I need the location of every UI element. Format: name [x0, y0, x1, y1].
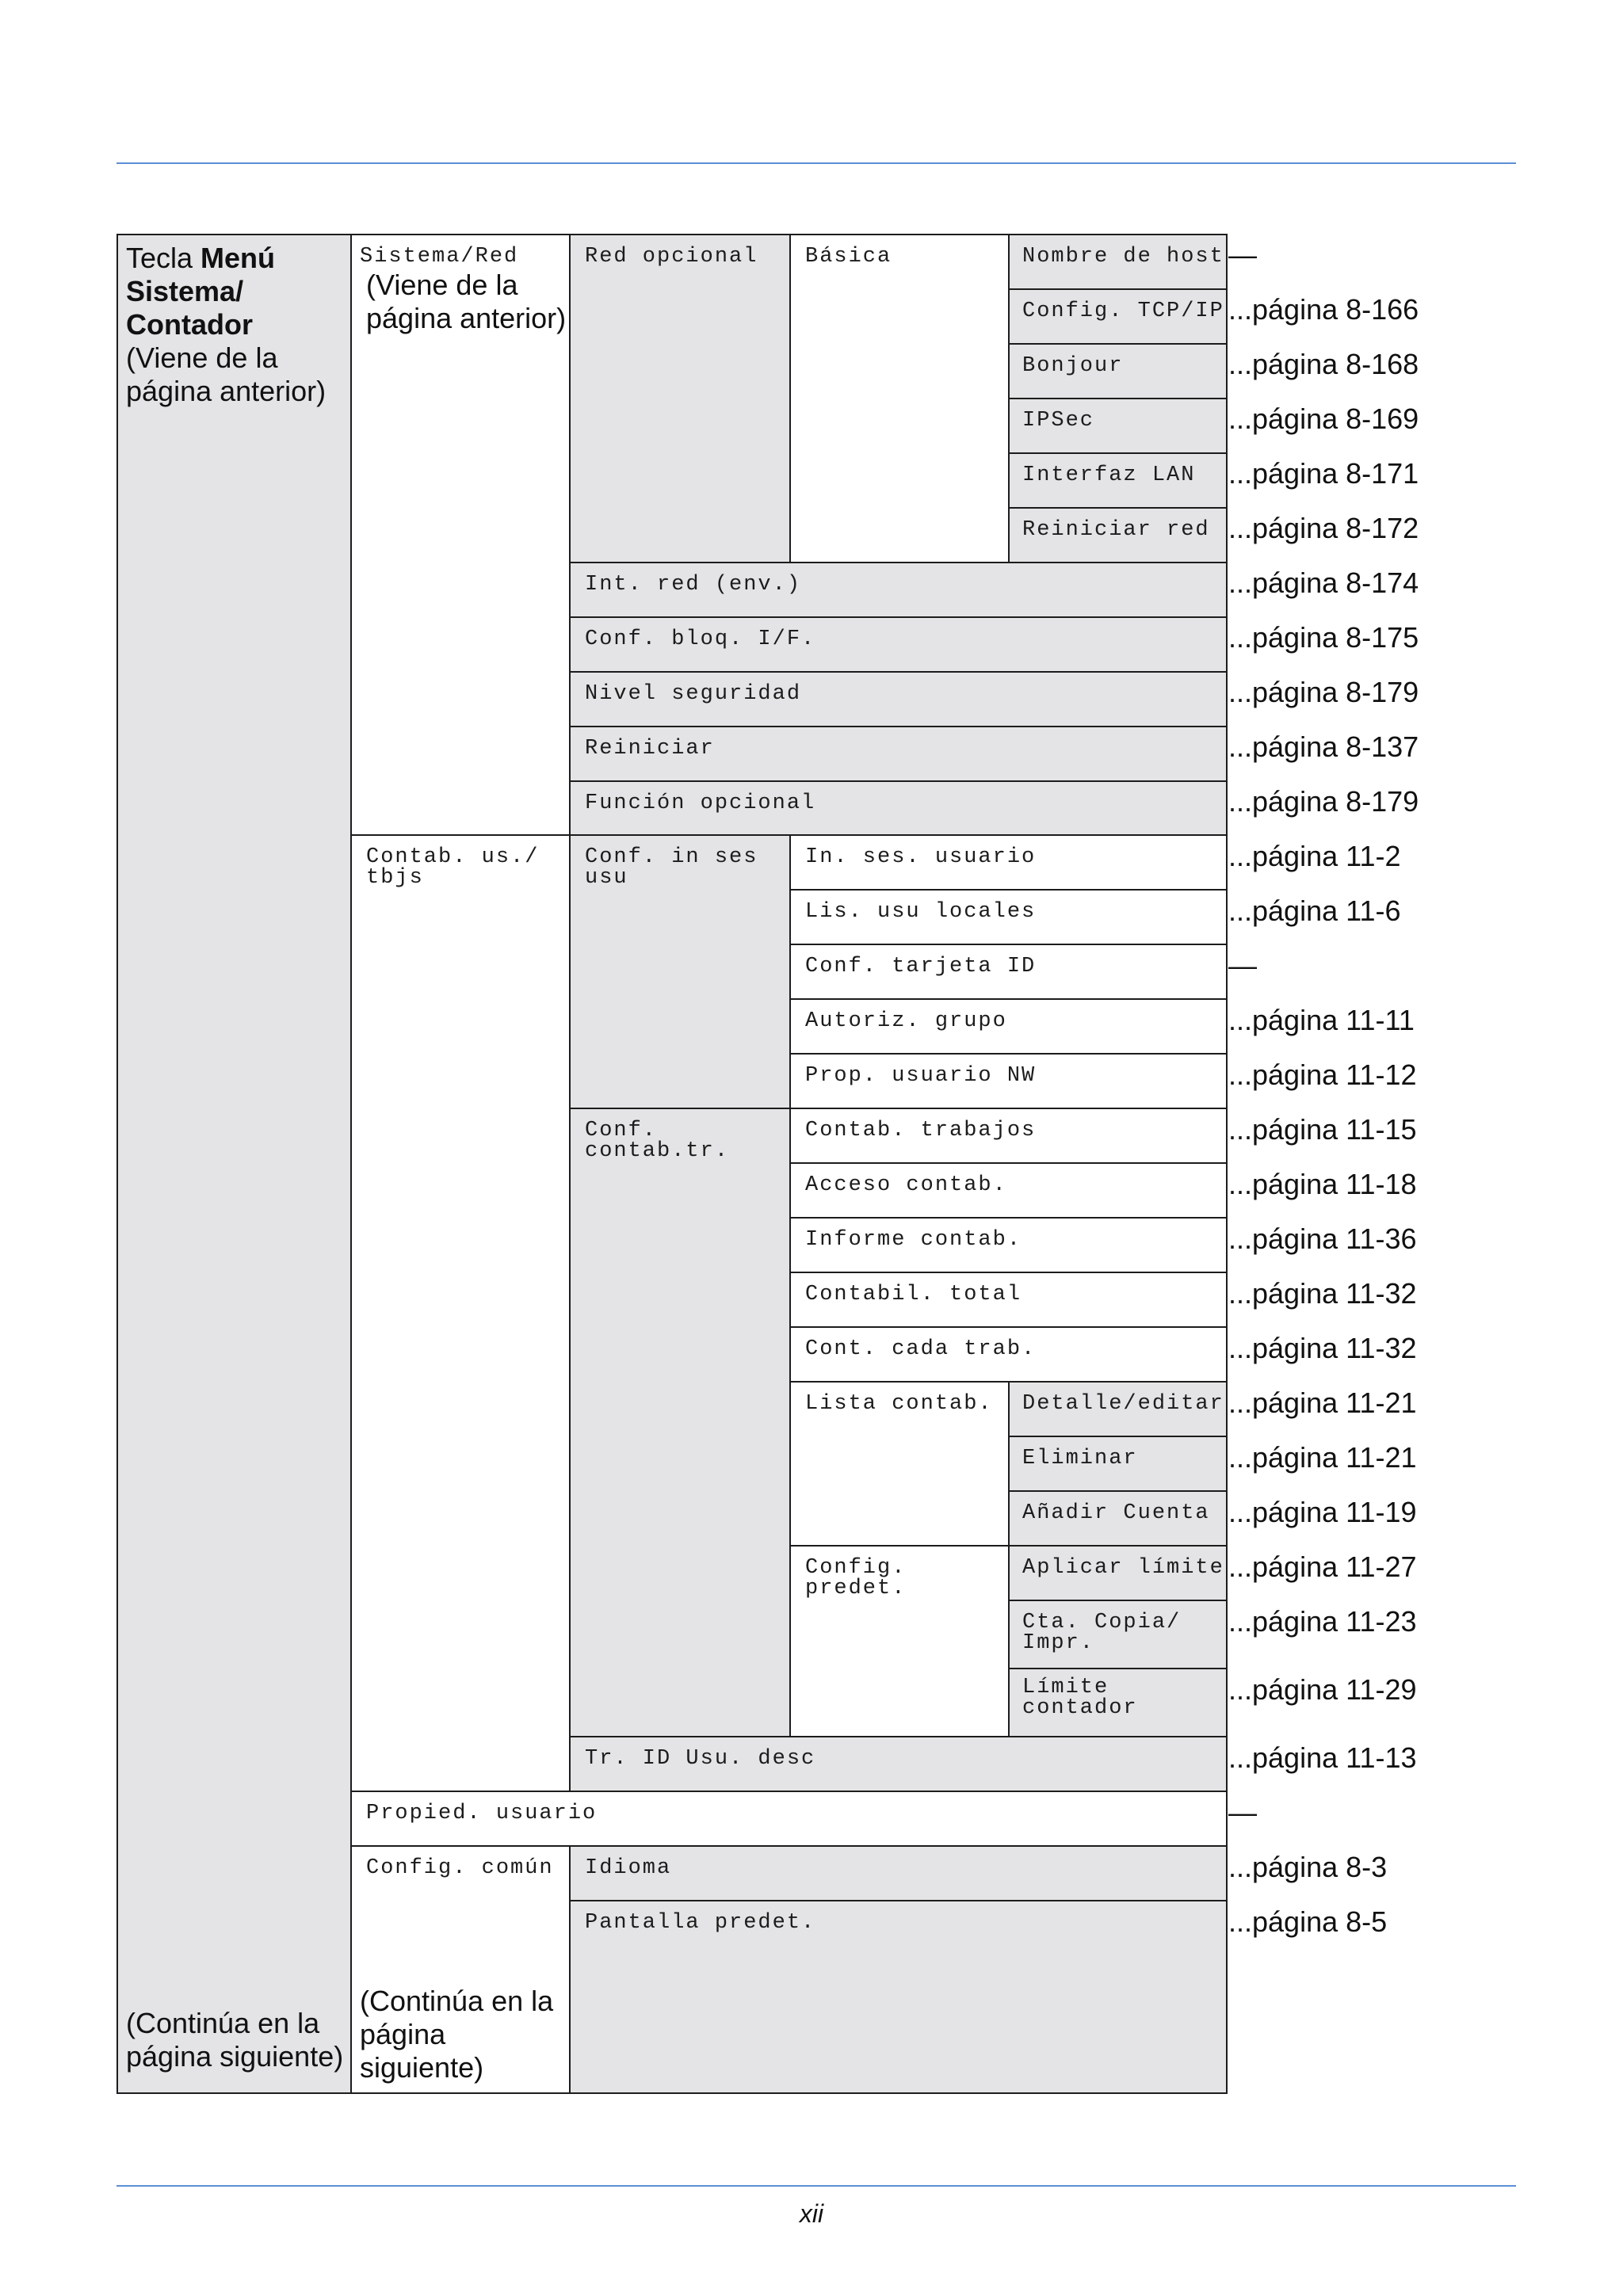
menu-item-interfaz-lan: [1008, 452, 1228, 509]
menu-item-basica: [789, 234, 1010, 563]
menu-key-word-3: Contador: [126, 308, 253, 341]
menu-item-label: Conf. bloq. I/F.: [585, 627, 816, 651]
menu-key-word-2: Sistema/: [126, 275, 244, 307]
menu-item-label: Prop. usuario NW: [805, 1064, 1037, 1088]
menu-key-title: [126, 242, 348, 341]
page-reference: ...página 8-168: [1228, 348, 1419, 380]
menu-item-label: Nivel seguridad: [585, 682, 802, 706]
menu-item-label: In. ses. usuario: [805, 845, 1037, 869]
menu-item-label: Añadir Cuenta: [1022, 1501, 1210, 1525]
menu-item-in-ses-usuario: [789, 834, 1228, 891]
menu-item-reiniciar: [569, 726, 1228, 782]
page-reference: ...página 11-18: [1228, 1168, 1417, 1200]
continued-from-note: (Viene de la página anterior): [366, 269, 567, 334]
menu-item-label: Tr. ID Usu. desc: [585, 1747, 816, 1771]
page-reference: ...página 11-27: [1228, 1550, 1417, 1583]
menu-item-label: Nombre de host: [1022, 245, 1224, 269]
page-reference: ...página 8-166: [1228, 293, 1419, 326]
page-reference: ...página 8-5: [1228, 1905, 1388, 1938]
menu-item-idioma: [569, 1845, 1228, 1901]
menu-item-reiniciar-red: [1008, 507, 1228, 563]
page-reference: ...página 8-174: [1228, 566, 1419, 599]
menu-item-red-opcional: [569, 234, 791, 563]
menu-item-label: Conf. contab.tr.: [585, 1119, 730, 1163]
menu-item-conf-in-ses-usu: [569, 834, 791, 1109]
page-reference: ...página 11-32: [1228, 1332, 1417, 1364]
menu-item-pantalla-predet: [569, 1900, 1228, 2094]
menu-item-label: Contab. trabajos: [805, 1119, 1037, 1142]
menu-item-contab-trabajos: [789, 1108, 1228, 1164]
page-reference: ...página 11-21: [1228, 1386, 1417, 1419]
menu-item-label: Contab. us./ tbjs: [366, 845, 540, 890]
page-reference: —: [1228, 1796, 1257, 1829]
menu-item-conf-tarjeta-id: [789, 944, 1228, 1000]
menu-item-label: Reiniciar: [585, 737, 715, 761]
menu-item-label: Detalle/editar: [1022, 1392, 1224, 1416]
page-reference: ...página 8-172: [1228, 512, 1419, 544]
menu-item-label: Lista contab.: [805, 1392, 993, 1416]
menu-item-contabil-total: [789, 1272, 1228, 1328]
menu-item-label: Eliminar: [1022, 1447, 1138, 1470]
menu-key-word: Menú: [200, 242, 276, 274]
page-reference: ...página 11-15: [1228, 1113, 1417, 1146]
footer-rule: [116, 2185, 1516, 2187]
menu-item-label: Lis. usu locales: [805, 900, 1037, 924]
menu-item-label: Config. común: [366, 1856, 554, 1880]
page-reference: ...página 11-19: [1228, 1496, 1417, 1528]
page-reference: ...página 11-36: [1228, 1222, 1417, 1255]
page-number: xii: [799, 2199, 824, 2228]
menu-item-label: Bonjour: [1022, 354, 1124, 378]
menu-item-label: Idioma: [585, 1856, 672, 1880]
menu-item-label: IPSec: [1022, 409, 1095, 433]
menu-item-label: Aplicar límite: [1022, 1556, 1224, 1580]
menu-item-label: Conf. in ses usu: [585, 845, 758, 890]
page-reference: ...página 8-175: [1228, 621, 1419, 654]
menu-item-cont-cada-trab: [789, 1326, 1228, 1383]
menu-item-sistema-red: [350, 234, 571, 836]
page-reference: ...página 11-29: [1228, 1673, 1417, 1706]
menu-item-informe-contab: [789, 1217, 1228, 1273]
page-reference: ...página 11-32: [1228, 1277, 1417, 1310]
menu-item-anadir-cuenta: [1008, 1490, 1228, 1547]
menu-item-ipsec: [1008, 398, 1228, 454]
menu-item-prop-usuario-nw: [789, 1053, 1228, 1109]
menu-item-label: Informe contab.: [805, 1228, 1022, 1252]
menu-item-lista-contab: [789, 1381, 1010, 1547]
menu-item-aplicar-limite: [1008, 1545, 1228, 1601]
menu-key-cell: [116, 234, 352, 2094]
page-reference: ...página 11-13: [1228, 1741, 1417, 1774]
page-reference: ...página 8-169: [1228, 402, 1419, 435]
menu-key-prefix: Tecla: [126, 242, 201, 274]
menu-item-label: Propied. usuario: [366, 1802, 598, 1825]
menu-item-label: Cont. cada trab.: [805, 1337, 1037, 1361]
menu-item-config-tcpip: [1008, 288, 1228, 345]
menu-item-label: Config. TCP/IP: [1022, 299, 1224, 323]
menu-item-conf-bloq: [569, 616, 1228, 673]
menu-item-label: Interfaz LAN: [1022, 463, 1196, 487]
menu-item-label: Acceso contab.: [805, 1173, 1007, 1197]
continued-from-note: (Viene de la página anterior): [126, 341, 327, 407]
menu-item-autoriz-grupo: [789, 998, 1228, 1055]
page-reference: ...página 11-6: [1228, 894, 1401, 927]
menu-item-acceso-contab: [789, 1162, 1228, 1219]
continued-to-note: (Continúa en la página siguiente): [360, 1985, 554, 2084]
menu-item-config-comun: [350, 1845, 571, 2094]
menu-item-label: Límite contador: [1022, 1676, 1138, 1720]
menu-item-eliminar: [1008, 1436, 1228, 1492]
menu-item-int-red: [569, 562, 1228, 618]
continued-to-note: (Continúa en la página siguiente): [126, 2007, 344, 2073]
page-reference: ...página 11-12: [1228, 1058, 1417, 1091]
page-reference: ...página 8-179: [1228, 676, 1419, 708]
menu-item-limite-contador: [1008, 1668, 1228, 1737]
menu-item-nivel-seguridad: [569, 671, 1228, 727]
menu-item-label: Contabil. total: [805, 1283, 1022, 1306]
menu-item-bonjour: [1008, 343, 1228, 399]
page-reference: ...página 8-3: [1228, 1851, 1388, 1883]
menu-item-label: Autoriz. grupo: [805, 1009, 1007, 1033]
menu-item-label: Pantalla predet.: [585, 1911, 816, 1935]
menu-item-label: Función opcional: [585, 791, 816, 815]
menu-item-funcion-opcional: [569, 780, 1228, 836]
menu-item-cta-copia-impr: [1008, 1600, 1228, 1669]
menu-item-conf-contab-tr: [569, 1108, 791, 1737]
page-reference: ...página 11-23: [1228, 1605, 1417, 1638]
page-reference: ...página 11-2: [1228, 840, 1401, 872]
menu-item-label: Reiniciar red: [1022, 518, 1210, 542]
page-reference: ...página 8-171: [1228, 457, 1419, 490]
menu-item-propied-usuario: [350, 1791, 1228, 1847]
menu-item-label: Red opcional: [585, 245, 758, 269]
menu-item-contab-us-tbjs: [350, 834, 571, 1792]
menu-item-tr-id-usu-desc: [569, 1736, 1228, 1792]
menu-item-label: Config. predet.: [805, 1556, 907, 1600]
page-reference: ...página 8-137: [1228, 730, 1419, 763]
menu-item-label: Int. red (env.): [585, 573, 802, 597]
page-reference: —: [1228, 238, 1257, 271]
page-reference: ...página 11-21: [1228, 1441, 1417, 1474]
menu-item-nombre-host: [1008, 234, 1228, 290]
menu-item-label: Sistema/Red: [360, 245, 519, 269]
menu-item-lis-usu-locales: [789, 889, 1228, 945]
page-reference: ...página 11-11: [1228, 1004, 1415, 1036]
menu-item-label: Conf. tarjeta ID: [805, 955, 1037, 978]
menu-item-detalle-editar: [1008, 1381, 1228, 1437]
page-reference: —: [1228, 949, 1257, 982]
menu-item-label: Básica: [805, 245, 892, 269]
menu-item-config-predet: [789, 1545, 1010, 1737]
page-reference: ...página 8-179: [1228, 785, 1419, 818]
menu-item-label: Cta. Copia/ Impr.: [1022, 1611, 1182, 1655]
